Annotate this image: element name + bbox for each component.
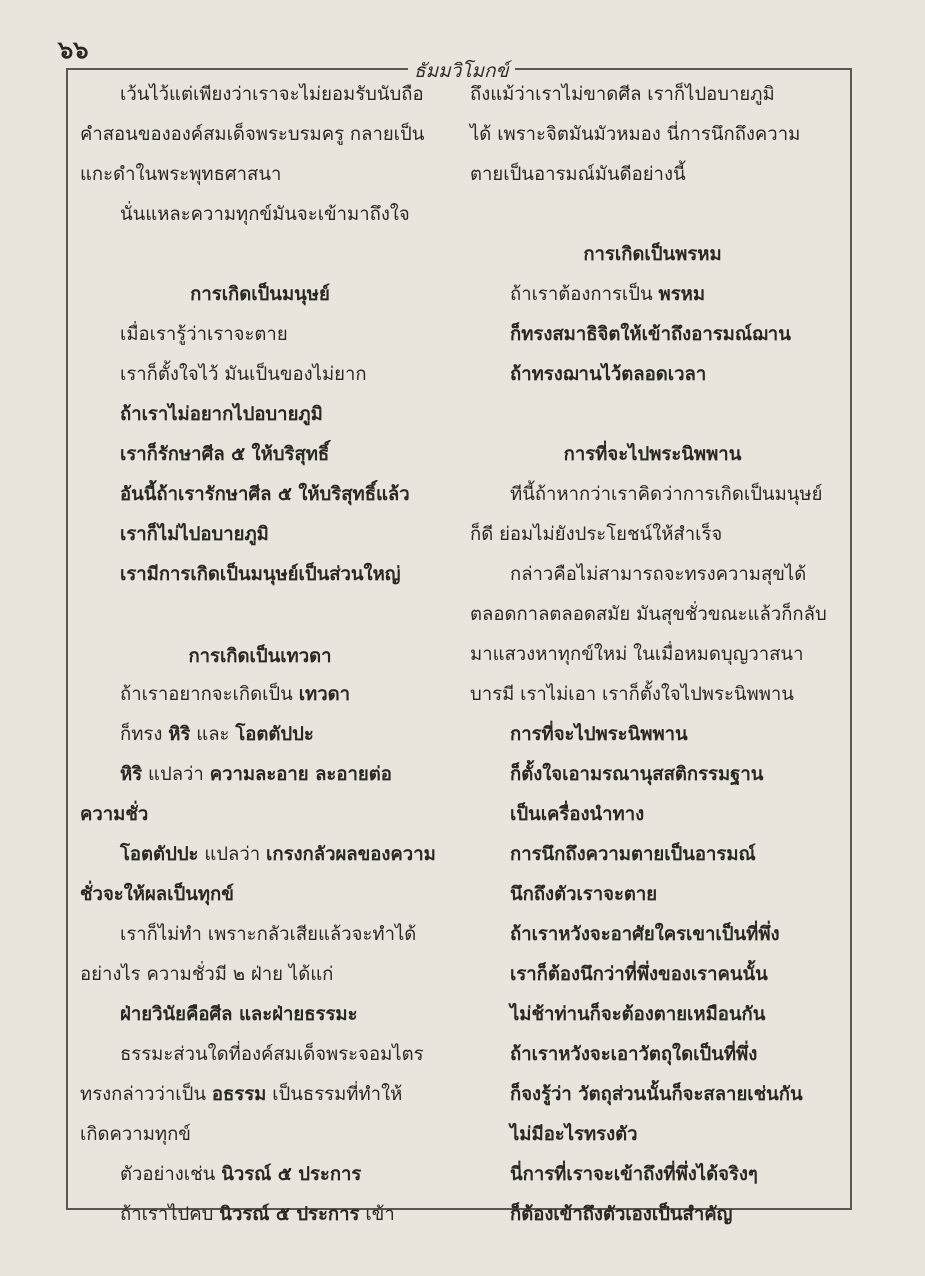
text-line: นึกถึงตัวเราจะตาย [510, 884, 658, 905]
text-line: ก็ทรงสมาธิจิตให้เข้าถึงอารมณ์ฌาน [510, 324, 791, 345]
text-line: เราก็ไม่ทำ เพราะกลัวเสียแล้วจะทำได้ [120, 924, 417, 945]
text-line: เราก็ตั้งใจไว้ มันเป็นของไม่ยาก [120, 364, 367, 385]
text-line: อย่างไร ความชั่วมี ๒ ฝ่าย ได้แก่ [80, 964, 334, 985]
text-line: ธรรมะส่วนใดที่องค์สมเด็จพระจอมไตร [120, 1044, 424, 1065]
running-header: ธัมมวิโมกข์ [408, 56, 515, 86]
text-line: เรามีการเกิดเป็นมนุษย์เป็นส่วนใหญ่ [120, 564, 401, 585]
text-line: การที่จะไปพระนิพพาน [510, 724, 688, 745]
text-run: แปลว่า [142, 764, 210, 785]
text-run: ตัวอย่างเช่น [120, 1164, 222, 1185]
text-line: ถ้าเราหวังจะเอาวัตถุใดเป็นที่พึ่ง [510, 1044, 758, 1065]
text-line: เมื่อเรารู้ว่าเราจะตาย [120, 324, 288, 345]
text-line: เราก็ต้องนึกว่าที่พึ่งของเราคนนั้น [510, 964, 768, 985]
text-line [80, 720, 440, 750]
text-line: ทีนี้ถ้าหากว่าเราคิดว่าการเกิดเป็นมนุษย์ [510, 484, 823, 505]
text-run: เข้า [359, 1204, 395, 1225]
bold-run: หิริ [120, 764, 143, 785]
text-line [80, 1080, 440, 1110]
text-line: นี่การที่เราจะเข้าถึงที่พึ่งได้จริงๆ [510, 1164, 758, 1185]
text-run: ถ้าเราต้องการเป็น [510, 284, 659, 305]
text-line: ความชั่ว [80, 804, 149, 825]
section-heading: การเกิดเป็นพรหม [583, 244, 722, 265]
text-run: เป็นธรรมที่ทำให้ [266, 1084, 403, 1105]
text-line: ฝ่ายวินัยคือศีล และฝ่ายธรรมะ [120, 1004, 358, 1025]
text-line: ได้ เพราะจิตมันมัวหมอง นี่การนึกถึงความ [470, 124, 801, 145]
text-run: ถ้าเราอยากจะเกิดเป็น [120, 684, 299, 705]
text-run: ทรงกล่าวว่าเป็น [80, 1084, 212, 1105]
bold-run: เกรงกลัวผลของความ [266, 844, 436, 865]
text-line: อันนี้ถ้าเรารักษาศีล ๕ ให้บริสุทธิ์แล้ว [120, 484, 410, 505]
text-line: ก็จงรู้ว่า วัตถุส่วนนั้นก็จะสลายเช่นกัน [510, 1084, 803, 1105]
text-line: เราก็รักษาศีล ๕ ให้บริสุทธิ์ [120, 444, 330, 465]
bold-run: นิวรณ์ ๕ ประการ [221, 1164, 362, 1185]
text-line: มาแสวงหาทุกข์ใหม่ ในเมื่อหมดบุญวาสนา [470, 644, 804, 665]
bold-run: พรหม [658, 284, 706, 305]
text-run: ก็ทรง [120, 724, 169, 745]
section-heading: การเกิดเป็นมนุษย์ [190, 284, 330, 305]
text-line [80, 840, 440, 870]
bold-run: หิริ [168, 724, 191, 745]
text-line: แกะดำในพระพุทธศาสนา [80, 164, 282, 185]
text-run: ถ้าเราไปคบ [120, 1204, 220, 1225]
text-line [80, 1200, 440, 1230]
text-line: เกิดความทุกข์ [80, 1124, 191, 1145]
text-line: นั่นแหละความทุกข์มันจะเข้ามาถึงใจ [120, 204, 410, 225]
section-heading: การที่จะไปพระนิพพาน [563, 444, 742, 465]
text-line: ถ้าเราไม่อยากไปอบายภูมิ [120, 404, 323, 425]
text-run: และ [190, 724, 236, 745]
text-line: เราก็ไม่ไปอบายภูมิ [120, 524, 269, 545]
bold-run: เทวดา [298, 684, 350, 705]
text-line: การนึกถึงความตายเป็นอารมณ์ [510, 844, 756, 865]
text-line: คำสอนขององค์สมเด็จพระบรมครู กลายเป็น [80, 124, 425, 145]
section-heading: การเกิดเป็นเทวดา [188, 646, 332, 667]
text-line: ไม่ช้าท่านก็จะต้องตายเหมือนกัน [510, 1004, 766, 1025]
text-run: แปลว่า [198, 844, 267, 865]
text-line: ชั่วจะให้ผลเป็นทุกข์ [80, 884, 234, 905]
text-line: ถึงแม้ว่าเราไม่ขาดศีล เราก็ไปอบายภูมิ [470, 84, 775, 105]
bold-run: นิวรณ์ ๕ ประการ [219, 1204, 360, 1225]
bold-run: ความละอาย ละอายต่อ [209, 764, 392, 785]
text-line: ตลอดกาลตลอดสมัย มันสุขชั่วขณะแล้วก็กลับ [470, 604, 827, 625]
text-line [80, 1160, 440, 1190]
page-number: ๖๖ [58, 36, 89, 64]
text-line [80, 760, 440, 790]
text-line: ไม่มีอะไรทรงตัว [510, 1124, 638, 1145]
bold-run: อธรรม [211, 1084, 267, 1105]
text-line: ตายเป็นอารมณ์มันดีอย่างนี้ [470, 164, 686, 185]
text-line: ก็ต้องเข้าถึงตัวเองเป็นสำคัญ [510, 1204, 733, 1225]
text-line [470, 280, 835, 310]
text-line: เป็นเครื่องนำทาง [510, 804, 645, 825]
text-line: ถ้าทรงฌานไว้ตลอดเวลา [510, 364, 707, 385]
text-line: กล่าวคือไม่สามารถจะทรงความสุขได้ [510, 564, 807, 585]
bold-run: โอตตัปปะ [120, 844, 199, 865]
text-line [80, 680, 440, 710]
text-line: ก็ดี ย่อมไม่ยังประโยชน์ให้สำเร็จ [470, 524, 723, 545]
bold-run: โอตตัปปะ [235, 724, 314, 745]
text-line: เว้นไว้แต่เพียงว่าเราจะไม่ยอมรับนับถือ [120, 84, 424, 105]
text-line: ถ้าเราหวังจะอาศัยใครเขาเป็นที่พึ่ง [510, 924, 780, 945]
text-line: ก็ตั้งใจเอามรณานุสสติกรรมฐาน [510, 764, 764, 785]
text-line: บารมี เราไม่เอา เราก็ตั้งใจไปพระนิพพาน [470, 684, 794, 705]
